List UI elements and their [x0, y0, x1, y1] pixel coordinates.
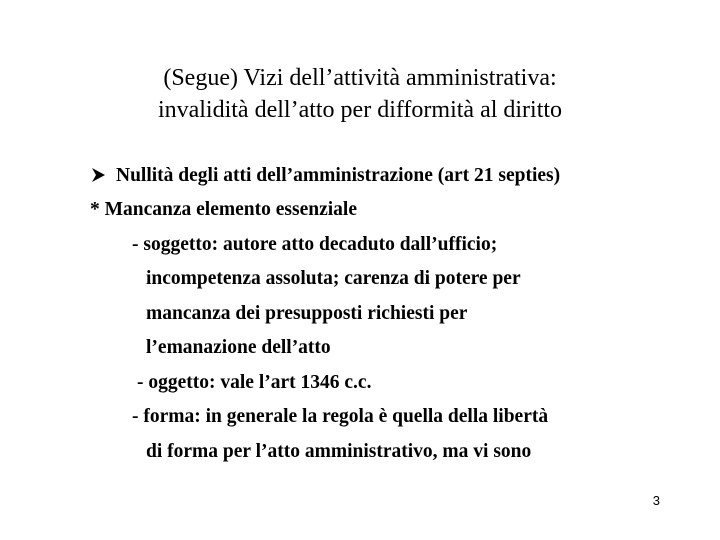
body-line: - oggetto: vale l’art 1346 c.c.	[137, 372, 372, 393]
body-line: l’emanazione dell’atto	[146, 337, 331, 358]
body-line: * Mancanza elemento essenziale	[90, 199, 357, 220]
title-line-1: (Segue) Vizi dell’attività amministrativa:	[163, 65, 557, 91]
bullet-text: Nullità degli atti dell’amministrazione (art 21 septies)	[116, 165, 561, 186]
title-line-2: invalidità dell’atto per difformità al diritto	[157, 97, 563, 123]
page-number: 3	[652, 493, 660, 508]
body-line: di forma per l’atto amministrativo, ma vi sono	[146, 441, 532, 462]
body-line: incompetenza assoluta; carenza di potere per	[146, 268, 521, 289]
body-line: - soggetto: autore atto decaduto dall’ufficio;	[132, 234, 498, 255]
body-line: - forma: in generale la regola è quella della libertà	[132, 406, 549, 427]
arrow-right-icon	[90, 166, 108, 184]
body-line: mancanza dei presupposti richiesti per	[146, 303, 468, 324]
slide-title	[60, 62, 660, 126]
